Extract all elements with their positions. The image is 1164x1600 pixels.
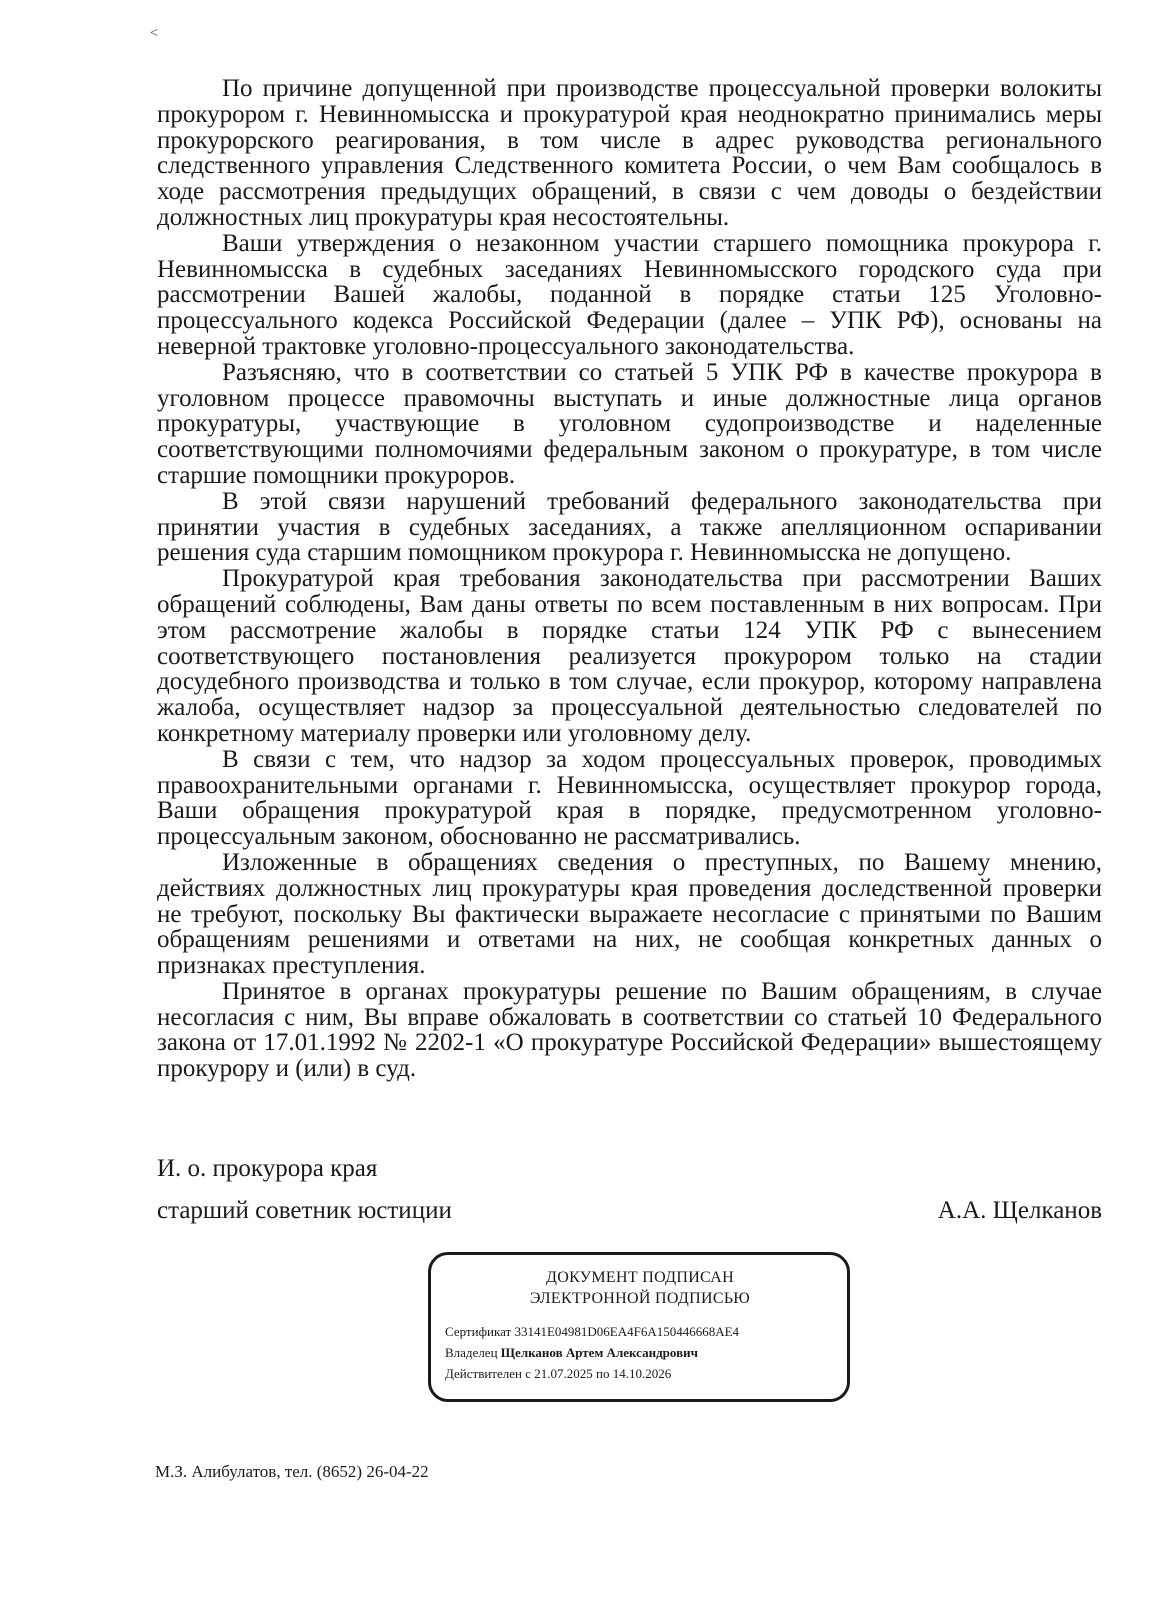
executor-contact: М.З. Алибулатов, тел. (8652) 26-04-22 (155, 1462, 429, 1481)
stamp-title-line2: ЭЛЕКТРОННОЙ ПОДПИСЬЮ (529, 1290, 751, 1307)
stamp-owner-label: Владелец (445, 1345, 498, 1360)
paragraph: В связи с тем, что надзор за ходом процессуальных проверок, проводимых правоохранительными органами г. Невинномысска, осуществляет прокурор города, Ваши обращения прокуратурой края в порядке, предусмотренном уголовно-процессуальным законом, обоснованно не рассматривались. (157, 745, 1102, 851)
stamp-valid-to: 14.10.2026 (612, 1366, 672, 1381)
stamp-valid-from-label: Действителен с (445, 1366, 531, 1381)
stamp-certificate (445, 1321, 835, 1342)
stamp-certificate-value: 33141E04981D06EA4F6A150446668AE4 (514, 1324, 740, 1339)
paragraph: Изложенные в обращениях сведения о преступных, по Вашему мнению, действиях должностных лиц прокуратуры края проведения доследственной проверки не требуют, поскольку Вы фактически выражаете несогласие с принятыми по Вашим обращениям решениями и ответами на них, не сообщая конкретных данных о признаках преступления. (157, 848, 1102, 980)
signer-position: И. о. прокурора края (157, 1155, 378, 1182)
scan-mark: ˂ (150, 26, 158, 41)
paragraph: Прокуратурой края требования законодательства при рассмотрении Ваших обращений соблюдены, Вам даны ответы по всем поставленным в них вопросам. При этом рассмотрение жалобы в порядке статьи 124 УПК РФ с вынесением соответствующего постановления реализуется прокурором только на стадии досудебного производства и только в том случае, если прокурор, которому направлена жалоба, осуществляет надзор за процессуальной деятельностью следователей по конкретному материалу проверки или уголовному делу. (157, 565, 1102, 747)
stamp-certificate-label: Сертификат (445, 1324, 512, 1339)
signer-rank: старший советник юстиции (157, 1197, 452, 1224)
paragraph: В этой связи нарушений требований федерального законодательства при принятии участия в судебных заседаниях, а также апелляционном оспаривании решения суда старшим помощником прокурора г. Невинномысска не допущено. (157, 487, 1102, 567)
electronic-signature-stamp (428, 1252, 850, 1402)
stamp-title-line1: ДОКУМЕНТ ПОДПИСАН (546, 1269, 734, 1286)
signer-name: А.А. Щелканов (937, 1197, 1102, 1224)
paragraph: Разъясняю, что в соответствии со статьей 5 УПК РФ в качестве прокурора в уголовном процессе правомочны выступать и иные должностные лица органов прокуратуры, участвующие в уголовном судопроизводстве и наделенные соответствующими полномочиями федеральным законом о прокуратуре, в том числе старшие помощники прокуроров. (157, 358, 1102, 489)
letter-body (157, 76, 1102, 1082)
paragraph: По причине допущенной при производстве процессуальной проверки волокиты прокурором г. Невинномысска и прокуратурой края неоднократно принимались меры прокурорского реагирования, в том числе в адрес руководства регионального следственного управления Следственного комитета России, о чем Вам сообщалось в ходе рассмотрения предыдущих обращений, в связи с чем доводы о бездействии должностных лиц прокуратуры края несостоятельны. (157, 75, 1102, 231)
stamp-owner-value: Щелканов Артем Александрович (500, 1345, 698, 1360)
stamp-owner (445, 1342, 835, 1363)
stamp-valid-to-label: по (596, 1366, 610, 1381)
paragraph: Ваши утверждения о незаконном участии старшего помощника прокурора г. Невинномысска в судебных заседаниях Невинномысского городского суда при рассмотрении Вашей жалобы, поданной в порядке статьи 125 Уголовно-процессуального кодекса Российской Федерации (далее – УПК РФ), основаны на неверной трактовке уголовно-процессуального законодательства. (157, 229, 1102, 360)
stamp-validity (445, 1363, 835, 1384)
paragraph: Принятое в органах прокуратуры решение по Вашим обращениям, в случае несогласия с ним, Вы вправе обжаловать в соответствии со статьей 10 Федерального закона от 17.01.1992 № 2202-1 «О прокуратуре Российской Федерации» вышестоящему прокурору и (или) в суд. (157, 977, 1102, 1083)
stamp-valid-from: 21.07.2025 (534, 1366, 593, 1381)
